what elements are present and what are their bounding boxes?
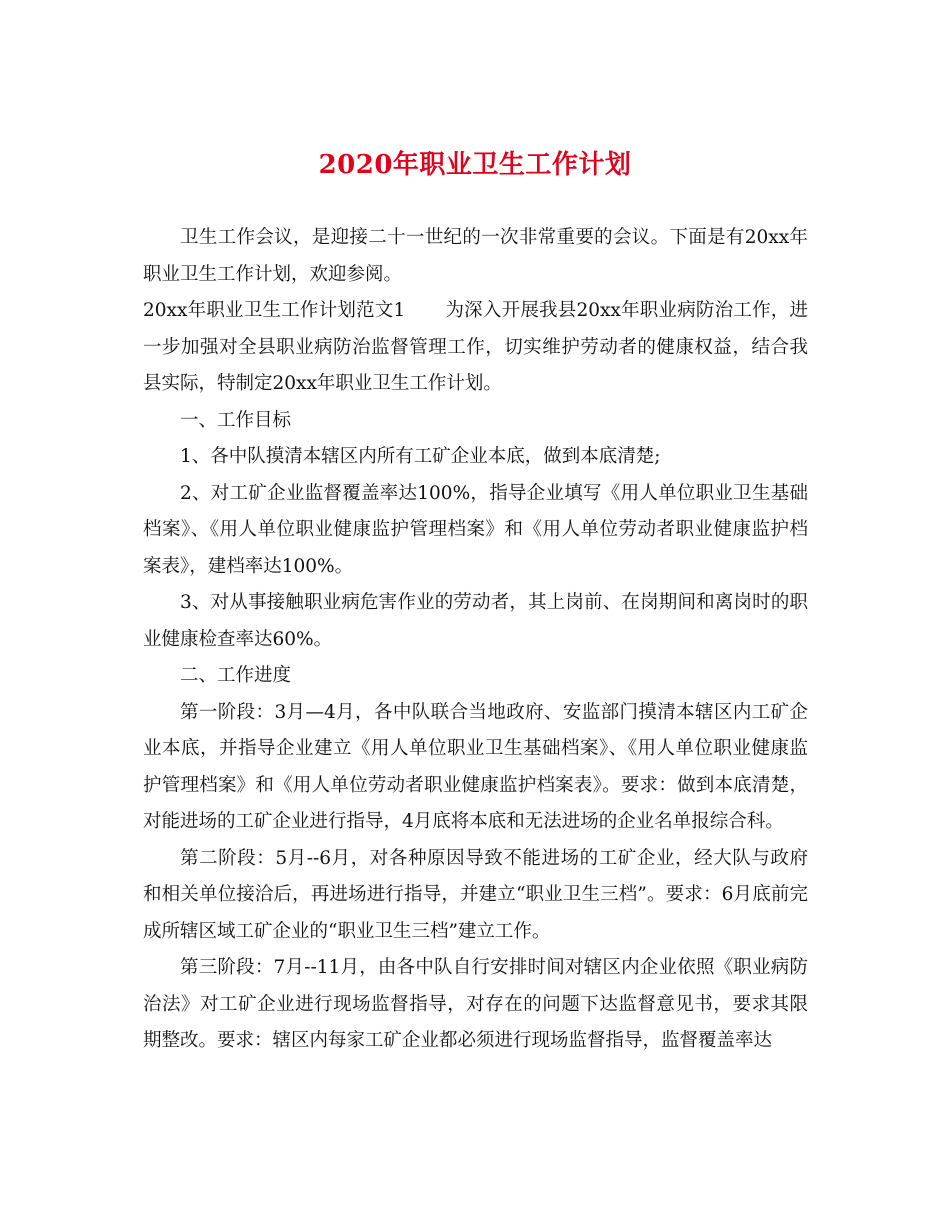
phase-3-paragraph: 第三阶段：7月--11月，由各中队自行安排时间对辖区内企业依照《职业病防治法》对工矿企业进行现场监督指导，对存在的问题下达监督意见书，要求其限期整改。要求：辖区内每家工矿企业都必须进行现场监督指导，监督覆盖率达 (143, 957, 808, 1051)
phase-2-paragraph: 第二阶段：5月--6月，对各种原因导致不能进场的工矿企业，经大队与政府和相关单位接洽后，再进场进行指导，并建立“职业卫生三档”。要求：6月底前完成所辖区域工矿企业的“职业卫生三档”建立工作。 (143, 847, 808, 942)
document-body (143, 220, 808, 1060)
purpose-text: 为深入开展我县20xx年职业病防治工作，进一步加强对全县职业病防治监督管理工作，切实维护劳动者的健康权益，结合我县实际，特制定20xx年职业卫生工作计划。 (143, 300, 808, 394)
goal-item-3: 3、对从事接触职业病危害作业的劳动者，其上岗前、在岗期间和离岗时的职业健康检查率达60%。 (143, 592, 808, 650)
sample-heading: 20xx年职业卫生工作计划范文1 (143, 300, 406, 321)
sample-heading-paragraph (143, 293, 808, 403)
goal-item-2: 2、对工矿企业监督覆盖率达100%，指导企业填写《用人单位职业卫生基础档案》、《用人单位职业健康监护管理档案》和《用人单位劳动者职业健康监护档案表》，建档率达100%。 (143, 482, 808, 577)
phase-1-paragraph: 第一阶段：3月—4月，各中队联合当地政府、安监部门摸清本辖区内工矿企业本底，并指导企业建立《用人单位职业卫生基础档案》、《用人单位职业健康监护管理档案》和《用人单位劳动者职业健康监护档案表》。要求：做到本底清楚，对能进场的工矿企业进行指导，4月底将本底和无法进场的企业名单报综合科。 (143, 701, 808, 832)
section-heading-goals: 一、工作目标 (180, 409, 292, 431)
section-heading-progress: 二、工作进度 (180, 665, 292, 686)
intro-paragraph: 卫生工作会议，是迎接二十一世纪的一次非常重要的会议。下面是有20xx年职业卫生工作计划，欢迎参阅。 (143, 227, 808, 285)
goal-item-1: 1、各中队摸清本辖区内所有工矿企业本底，做到本底清楚; (180, 446, 661, 467)
document-title: 2020年职业卫生工作计划 (318, 150, 632, 180)
